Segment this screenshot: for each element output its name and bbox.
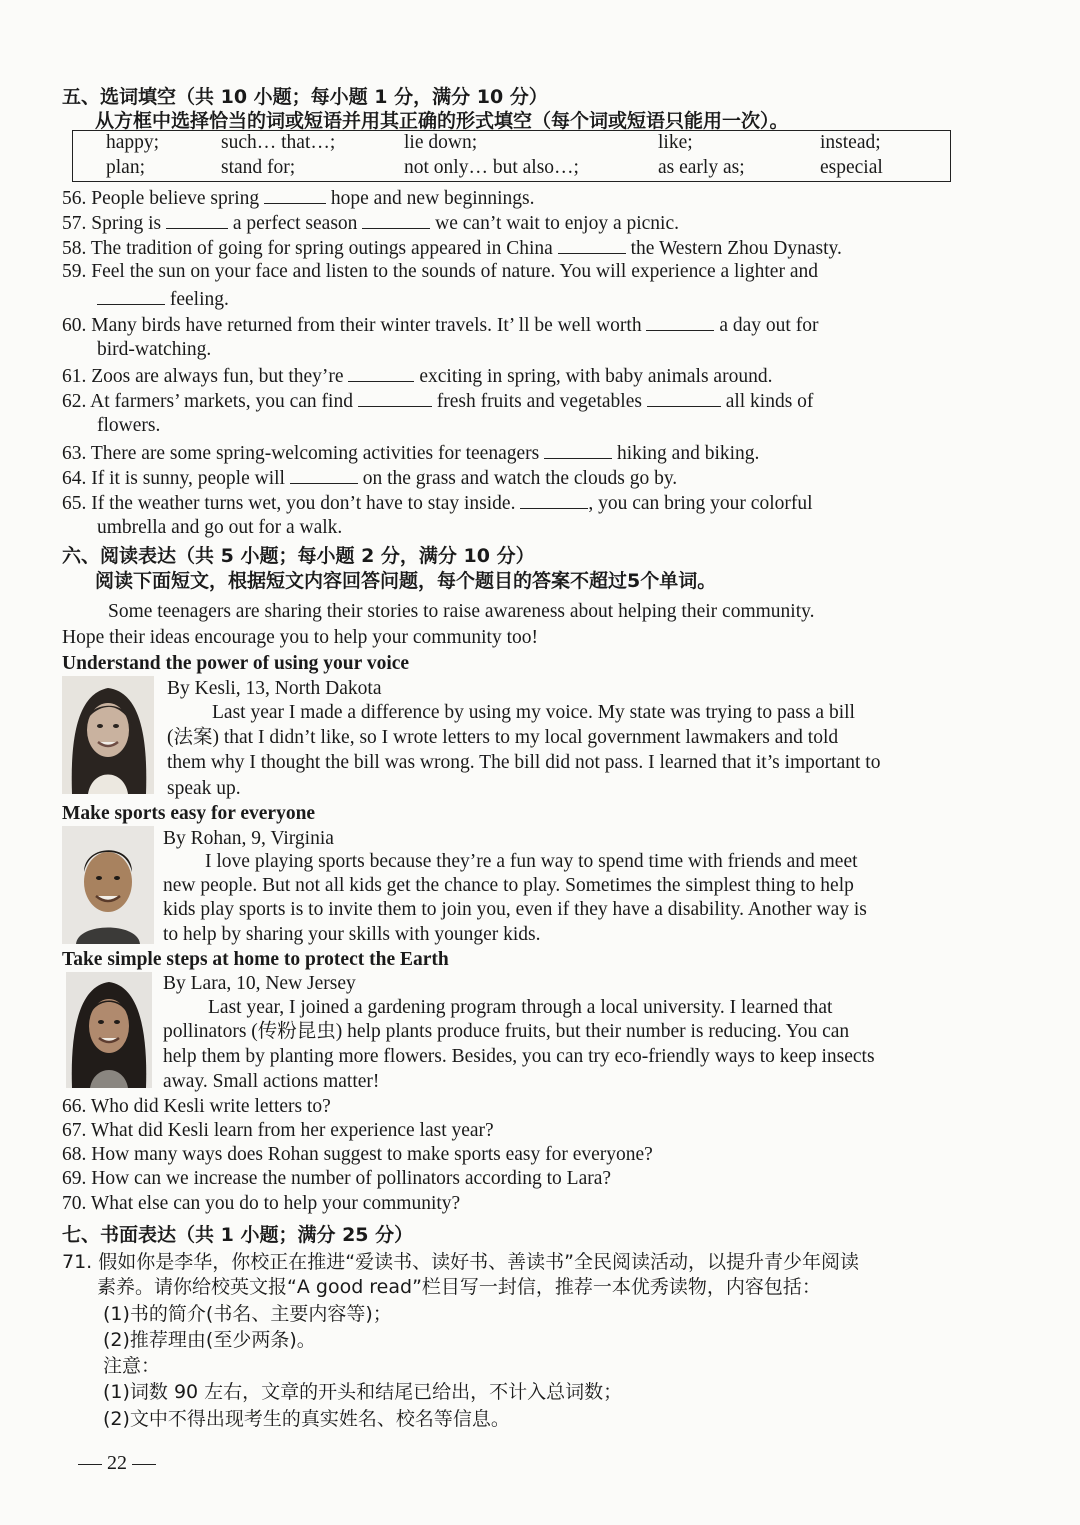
story-byline: By Kesli, 13, North Dakota <box>167 678 382 699</box>
word-bank-item: like; <box>658 132 693 153</box>
answer-blank[interactable] <box>290 465 358 484</box>
word-bank-box <box>72 130 951 182</box>
question-61: 61. Zoos are always fun, but they’re exciting in spring, with baby animals around. <box>62 363 772 389</box>
kesli-photo <box>62 676 154 794</box>
intro-line: Some teenagers are sharing their stories to raise awareness about helping their community. <box>108 601 815 622</box>
story-text-line: them why I thought the bill was wrong. The bill did not pass. I learned that it’s important to <box>167 752 881 773</box>
question-64: 64. If it is sunny, people will on the grass and watch the clouds go by. <box>62 465 677 491</box>
story-text-line: (法案) that I didn’t like, so I wrote letters to my local government lawmakers and told <box>167 727 839 748</box>
word-bank-item: happy; <box>106 132 160 153</box>
question-69: 69. How can we increase the number of pollinators according to Lara? <box>62 1168 612 1189</box>
story-text-line: away. Small actions matter! <box>163 1071 380 1092</box>
q71-note-label: 注意： <box>103 1355 161 1377</box>
story-text-line: help them by planting more flowers. Besides, you can try eco-friendly ways to keep insects <box>163 1046 875 1067</box>
page-number: 22 <box>78 1452 156 1475</box>
story-text-line: Last year, I joined a gardening program through a local university. I learned that <box>208 997 833 1018</box>
answer-blank[interactable] <box>558 235 626 254</box>
story-text-line: I love playing sports because they’re a fun way to spend time with friends and meet <box>205 851 858 872</box>
answer-blank[interactable] <box>264 185 326 204</box>
question-65-cont: umbrella and go out for a walk. <box>97 517 343 538</box>
lara-photo <box>66 972 152 1088</box>
answer-blank[interactable] <box>520 490 588 509</box>
story-text-line: kids play sports is to invite them to join you, even if they have a disability. Another way is <box>163 899 867 920</box>
section6-heading: 六、阅读表达（共 5 小题；每小题 2 分，满分 10 分） <box>62 545 535 567</box>
story-title: Understand the power of using your voice <box>62 653 410 674</box>
story-text-line: Last year I made a difference by using my voice. My state was trying to pass a bill <box>212 702 855 723</box>
question-62-cont: flowers. <box>97 415 161 436</box>
question-59: 59. Feel the sun on your face and listen to the sounds of nature. You will experience a lighter and <box>62 261 818 282</box>
answer-blank[interactable] <box>166 210 228 229</box>
word-bank-item: instead; <box>820 132 881 153</box>
answer-blank[interactable] <box>362 210 430 229</box>
question-60: 60. Many birds have returned from their winter travels. It’ ll be well worth a day out for <box>62 312 818 338</box>
story-title: Make sports easy for everyone <box>62 803 316 824</box>
story-text-line: new people. But not all kids get the chance to play. Sometimes the simplest thing to help <box>163 875 854 896</box>
question-65: 65. If the weather turns wet, you don’t have to stay inside. , you can bring your colorful <box>62 490 813 516</box>
section6-instruction: 阅读下面短文，根据短文内容回答问题，每个题目的答案不超过5个单词。 <box>95 570 717 592</box>
q71-text: 71. 假如你是李华，你校正在推进“爱读书、读好书、善读书”全民阅读活动，以提升青少年阅读 <box>62 1251 859 1273</box>
intro-line: Hope their ideas encourage you to help your community too! <box>62 627 538 648</box>
question-57: 57. Spring is a perfect season we can’t wait to enjoy a picnic. <box>62 210 679 236</box>
q71-note: (2)文中不得出现考生的真实姓名、校名等信息。 <box>103 1408 510 1430</box>
answer-blank[interactable] <box>647 388 721 407</box>
answer-blank[interactable] <box>358 388 432 407</box>
word-bank-item: stand for; <box>221 157 296 178</box>
question-58: 58. The tradition of going for spring outings appeared in China the Western Zhou Dynasty. <box>62 235 842 261</box>
section5-instruction: 从方框中选择恰当的词或短语并用其正确的形式填空（每个词或短语只能用一次）。 <box>95 110 789 132</box>
story-text-line: to help by sharing your skills with younger kids. <box>163 924 541 945</box>
answer-blank[interactable] <box>97 286 165 305</box>
question-67: 67. What did Kesli learn from her experience last year? <box>62 1120 494 1141</box>
word-bank-item: lie down; <box>404 132 478 153</box>
answer-blank[interactable] <box>544 440 612 459</box>
q71-point: (2)推荐理由(至少两条)。 <box>103 1329 316 1351</box>
answer-blank[interactable] <box>646 312 714 331</box>
question-63: 63. There are some spring-welcoming activities for teenagers hiking and biking. <box>62 440 759 466</box>
rohan-photo <box>62 826 154 944</box>
q71-point: (1)书的简介(书名、主要内容等)； <box>103 1303 392 1325</box>
question-68: 68. How many ways does Rohan suggest to make sports easy for everyone? <box>62 1144 653 1165</box>
word-bank-item: not only… but also…; <box>404 157 579 178</box>
question-70: 70. What else can you do to help your community? <box>62 1193 461 1214</box>
section7-heading: 七、书面表达（共 1 小题；满分 25 分） <box>62 1224 414 1246</box>
section5-heading: 五、选词填空（共 10 小题；每小题 1 分，满分 10 分） <box>62 86 548 108</box>
q71-text: 素养。请你给校英文报“A good read”栏目写一封信，推荐一本优秀读物，内容包括： <box>97 1276 821 1298</box>
story-byline: By Rohan, 9, Virginia <box>163 828 334 849</box>
word-bank-item: such… that…; <box>221 132 336 153</box>
story-text-line: speak up. <box>167 778 241 799</box>
question-66: 66. Who did Kesli write letters to? <box>62 1096 331 1117</box>
answer-blank[interactable] <box>348 363 414 382</box>
q71-note: (1)词数 90 左右，文章的开头和结尾已给出，不计入总词数； <box>103 1381 623 1403</box>
question-56: 56. People believe spring hope and new beginnings. <box>62 185 535 211</box>
story-text-line: pollinators (传粉昆虫) help plants produce fruits, but their number is reducing. You can <box>163 1021 850 1042</box>
question-62: 62. At farmers’ markets, you can find fresh fruits and vegetables all kinds of <box>62 388 813 414</box>
word-bank-item: as early as; <box>658 157 745 178</box>
word-bank-item: plan; <box>106 157 145 178</box>
question-60-cont: bird-watching. <box>97 339 212 360</box>
story-byline: By Lara, 10, New Jersey <box>163 973 356 994</box>
story-title: Take simple steps at home to protect the Earth <box>62 949 449 970</box>
word-bank-item: especial <box>820 157 883 178</box>
question-59-cont: feeling. <box>97 286 229 312</box>
